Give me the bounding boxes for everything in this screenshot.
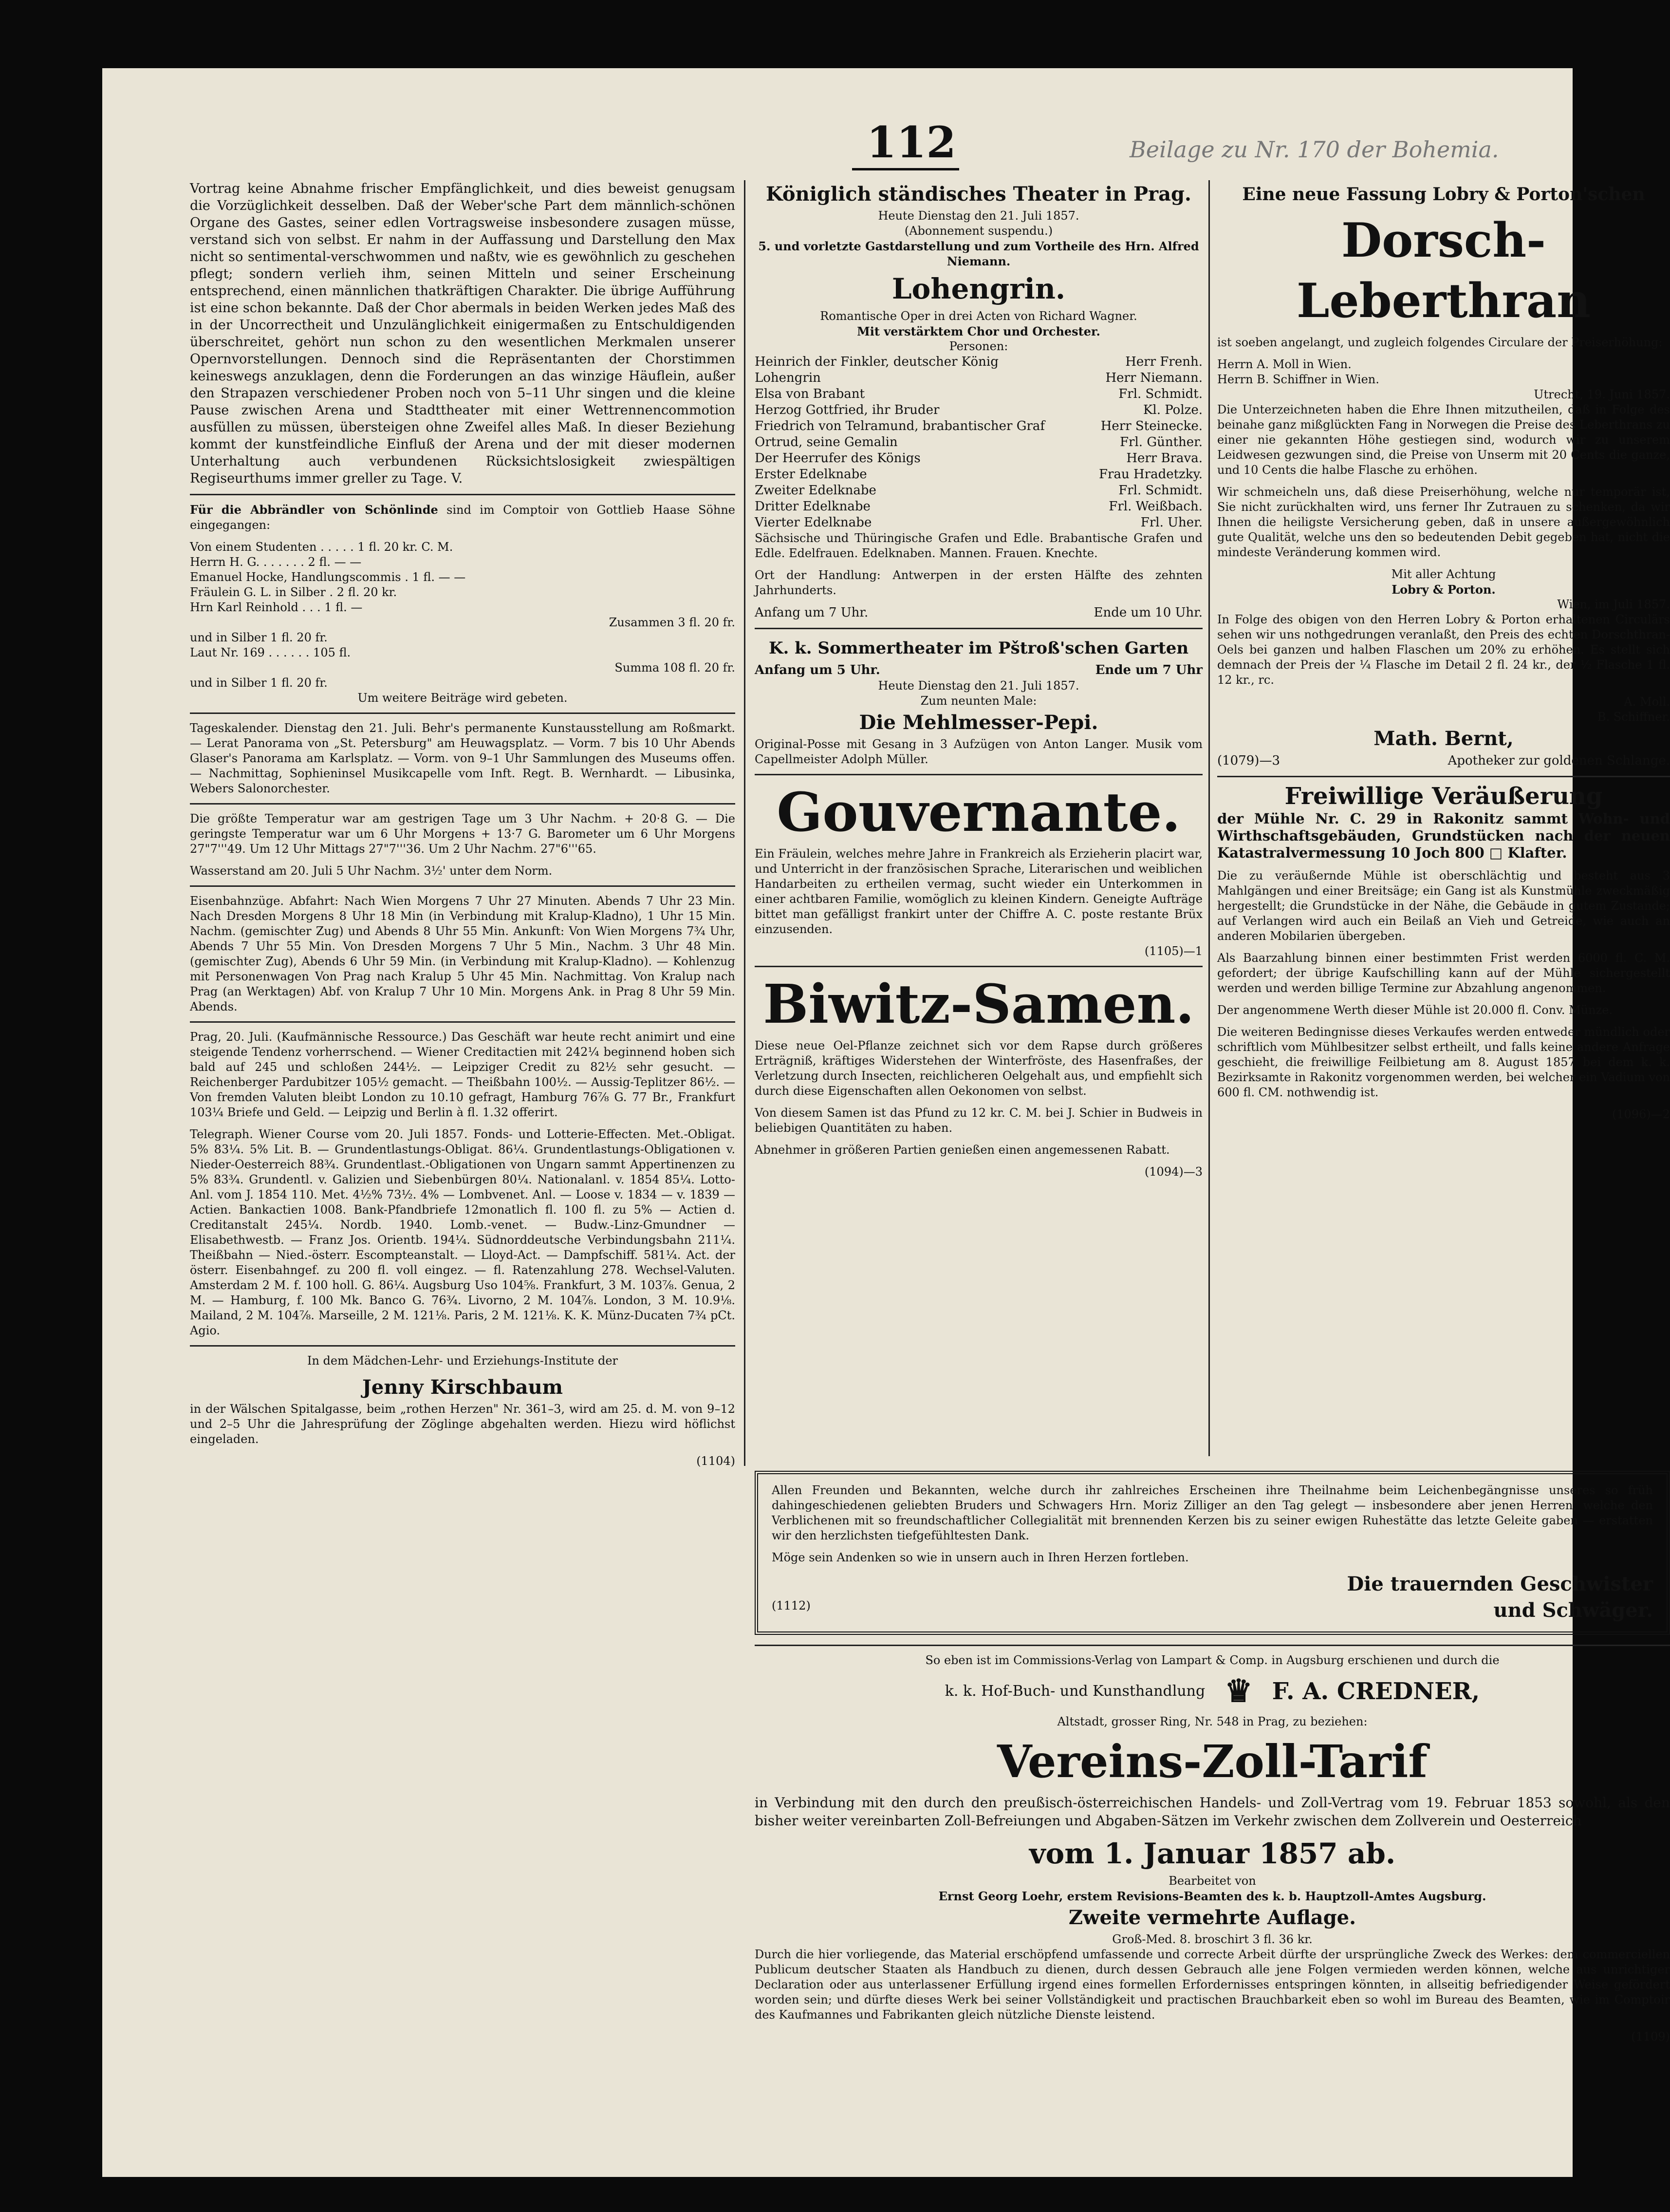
biwitz-text: Von diesem Samen ist das Pfund zu 12 kr. C. M. bei J. Schier in Budweis in beliebigen Quantitäten zu haben. xyxy=(755,1106,1203,1135)
prague-market: Prag, 20. Juli. (Kaufmännische Ressource.) Das Geschäft war heute recht animirt und eine steigende Tendenz vorherrschend. — Wiener Creditactien mit 242¼ beginnend hoben sich bald auf 245 und schloßen 244½. — Leipziger Credit zu 82½ sehr gesucht. — Reichenberger Pardubitzer 105½ gemacht. — Theißbahn 100½. — Aussig-Teplitzer 86½. — Von fremden Valuten bleibt London zu 10.10 gefragt, Hamburg 76⅞ G. 77 Br., Frankfurt 103¼ Briefe und Geld. — Leipzig und Berlin à fl. 1.32 offerirt. xyxy=(190,1030,735,1119)
death-notice xyxy=(755,1471,1670,1635)
theater-title: Königlich ständisches Theater in Prag. xyxy=(766,183,1191,206)
sale-text: Als Baarzahlung binnen einer bestimmten Frist werden 6000 fl. C. M. gefordert; der übrige Kaufschilling kann auf der Mühle sichergestellt werden und werden billige Termine zur Abzahlung angenommen. xyxy=(1217,951,1670,995)
apothecary-name: Math. Bernt, xyxy=(1373,727,1514,750)
credner-left: k. k. Hof-Buch- und Kunsthandlung xyxy=(945,1683,1206,1700)
leberthran-text: Wir schmeicheln uns, daß diese Preiserhöhung, welche nur temporär ist, Sie nicht zurückhalten wird, uns ferner Ihr Zutrauen zu schenken, da wir Ihnen die heiligste Versicherung geben, daß in unsere außergewöhnlich gute Qualität, welche uns den so bedeutenden Debit gegeben hat, nicht die mindeste Veränderung kommen wird. xyxy=(1217,485,1670,559)
tarif-text: in Verbindung mit den durch den preußisch-österreichischen Handels- und Zoll-Vertrag vom 19. Februar 1853 sowohl, als den bisher weiter vereinbarten Zoll-Befreiungen und Abgaben-Sätzen im Verkehr zwischen dem Zollverein und Oesterreich xyxy=(755,1795,1670,1829)
donation-line: Zusammen 3 fl. 20 fr. xyxy=(609,616,735,629)
leberthran-title: Dorsch-Leberthran xyxy=(1296,213,1591,328)
donation-line: Summa 108 fl. 20 fr. xyxy=(614,661,735,675)
leberthran-signature: Lobry & Porton. xyxy=(1392,582,1496,597)
theater-guest: 5. und vorletzte Gastdarstellung und zum Vortheile des Hrn. Alfred Niemann. xyxy=(758,239,1199,268)
death-signature-line: (1112) und Schwäger. xyxy=(772,1599,1653,1622)
cast-row: Dritter Edelknabe Frl. Weißbach. xyxy=(755,499,1203,514)
sale-text: Die weiteren Bedingnisse dieses Verkaufes werden entweder mündlich oder schriftlich vom Mühlbesitzer selbst ertheilt, und falls keine andere Anfrage geschieht, die freiwillige Feilbietung am 8. August 1857 bei dem k. k. Bezirksamte in Rakonitz vorgenommen werden, bei welcher ein Vadium von 600 fl. CM. nothwendig ist. xyxy=(1217,1025,1670,1099)
leberthran-addressee: Herrn A. Moll in Wien. xyxy=(1217,357,1352,371)
supplement-header: Beilage zu Nr. 170 der Bohemia. xyxy=(1130,136,1499,163)
bottom-section xyxy=(755,1466,1670,2044)
donation-line: Laut Nr. 169 . . . . . . 105 fl. xyxy=(190,646,351,659)
theater-times: Anfang um 7 Uhr. Ende um 10 Uhr. xyxy=(755,605,1203,620)
leberthran-addressee: Herrn B. Schiffner in Wien. xyxy=(1217,373,1379,386)
opera-title: Lohengrin. xyxy=(891,272,1066,305)
ad-reference: (1104) xyxy=(696,1454,735,1468)
header-rule xyxy=(852,168,959,170)
donation-line: Herrn H. G. . . . . . . 2 fl. — — xyxy=(190,555,362,569)
column-left xyxy=(190,180,735,1469)
kirschbaum-name: Jenny Kirschbaum xyxy=(362,1376,563,1399)
sale-title: Freiwillige Veräußerung xyxy=(1284,783,1603,810)
verlag-line: So eben ist im Commissions-Verlag von Lampart & Comp. in Augsburg erschienen und durch die xyxy=(925,1653,1500,1667)
tarif-by: Bearbeitet von xyxy=(1169,1874,1256,1888)
divider xyxy=(755,774,1203,775)
divider xyxy=(1217,776,1670,777)
donations-list xyxy=(190,540,735,706)
cast-row: Elsa von Brabant Frl. Schmidt. xyxy=(755,387,1203,401)
donations-title: Für die Abbrändler von Schönlinde xyxy=(190,503,438,517)
leberthran-text: In Folge des obigen von den Herren Lobry & Porton erhaltenen Circulärs sehen wir uns nothgedrungen veranlaßt, den Preis des echten Dorschthran-Oels bei ganzen und halben Flaschen um 20% zu erhöhen. Es stellt sich demnach der Preis der ¼ Flasche im Detail 2 fl. 24 kr., der ½ Flasche 1 fl. 12 kr., rc. xyxy=(1217,613,1670,687)
divider xyxy=(190,1021,735,1023)
theater-place: Ort der Handlung: Antwerpen in der ersten Hälfte des zehnten Jahrhunderts. xyxy=(755,568,1203,597)
water-level: Wasserstand am 20. Juli 5 Uhr Nachm. 3½' unter dem Norm. xyxy=(190,864,553,878)
cast-row: Erster Edelknabe Frau Hradetzky. xyxy=(755,467,1203,482)
leberthran-regards: Mit aller Achtung xyxy=(1391,567,1496,581)
divider xyxy=(190,1345,735,1347)
divider xyxy=(190,885,735,887)
divider xyxy=(190,494,735,495)
theater-extras: Sächsische und Thüringische Grafen und Edle. Brabantische Grafen und Edle. Edelfrauen. Edelknaben. Mannen. Frauen. Knechte. xyxy=(755,531,1203,560)
sale-subtitle: der Mühle Nr. C. 29 in Rakonitz sammt Wohn- und Wirthschaftsgebäuden, Grundstücken nach der neuen Katastralvermessung 10 Joch 800 □ Klafter. xyxy=(1217,810,1670,861)
column-middle xyxy=(755,180,1203,1180)
ad-reference: (1094)—3 xyxy=(1144,1165,1203,1179)
credner-address: Altstadt, grosser Ring, Nr. 548 in Prag, zu beziehen: xyxy=(1057,1715,1368,1728)
credner-line xyxy=(755,1673,1670,1709)
column-rule-1 xyxy=(744,180,745,1466)
cast-row: Herzog Gottfried, ihr Bruder Kl. Polze. xyxy=(755,403,1203,417)
page-number: 112 xyxy=(867,117,956,168)
eagle-icon: ♛ xyxy=(1225,1673,1253,1709)
apothecary-line: (1079)—3 Apotheker zur goldenen Schlange. xyxy=(1217,753,1670,768)
opera-chorus: Mit verstärktem Chor und Orchester. xyxy=(857,324,1100,338)
leberthran-place: Utrecht, 19. Juni 1857. xyxy=(1534,388,1670,401)
donation-line: Emanuel Hocke, Handlungscommis . 1 fl. — — xyxy=(190,570,466,584)
divider xyxy=(190,712,735,714)
credner-name: F. A. CREDNER, xyxy=(1272,1677,1480,1705)
leberthran-head: Eine neue Fassung Lobry & Porton'schen xyxy=(1242,184,1645,205)
tarif-date: vom 1. Januar 1857 ab. xyxy=(1029,1837,1396,1870)
donation-line: Fräulein G. L. in Silber . 2 fl. 20 kr. xyxy=(190,585,397,599)
leberthran-signature: B. Schiffner. xyxy=(1597,710,1670,724)
cast-row: Vierter Edelknabe Frl. Uher. xyxy=(755,515,1203,530)
newspaper-page xyxy=(102,68,1670,2177)
summer-theater-ninth: Zum neunten Male: xyxy=(920,694,1037,708)
leberthran-intro: ist soeben angelangt, und zugleich folgendes Circulare der Preiserhöhung: xyxy=(1217,336,1663,349)
ad-reference: (1109) xyxy=(1631,2030,1670,2043)
sale-text: Der angenommene Werth dieser Mühle ist 20.000 fl. Conv. Münze. xyxy=(1217,1003,1613,1017)
donation-line: Von einem Studenten . . . . . 1 fl. 20 kr. C. M. xyxy=(190,540,453,554)
summer-theater-times: Anfang um 5 Uhr. Ende um 7 Uhr xyxy=(755,663,1203,677)
ad-reference: (1096)—2 xyxy=(1612,1107,1670,1121)
railway-schedule: Eisenbahnzüge. Abfahrt: Nach Wien Morgens 7 Uhr 27 Minuten. Abends 7 Uhr 23 Min. Nach Dresden Morgens 8 Uhr 18 Min (in Verbindung mit Kralup-Kladno), 1 Uhr 15 Min. Nachm. (gemischter Zug) und Abends 8 Uhr 55 Min. Ankunft: Von Wien Morgens 7¾ Uhr, Abends 7 Uhr 55 Min. Von Dresden Morgens 7 Uhr 5 Min., Nachm. 3 Uhr 48 Min. (gemischter Zug), Abends 6 Uhr 59 Min. (in Verbindung mit Kralup-Kladno). — Kohlenzug mit Personenwagen Von Prag nach Kralup 5 Uhr 45 Min. Nachmittag. Von Kralup nach Prag (an Werktagen) Abf. von Kralup 7 Uhr 10 Min. Morgens Ank. in Prag 8 Uhr 59 Min. Abends. xyxy=(190,894,735,1013)
tarif-author: Ernst Georg Loehr, erstem Revisions-Beamten des k. b. Hauptzoll-Amtes Augsburg. xyxy=(938,1889,1486,1903)
donations-intro: sind im Comptoir von Gottlieb Haase Söhne eingegangen: xyxy=(190,503,735,532)
divider xyxy=(190,803,735,805)
biwitz-text: Abnehmer in größeren Partien genießen einen angemessenen Rabatt. xyxy=(755,1143,1170,1157)
vienna-courses: Telegraph. Wiener Course vom 20. Juli 1857. Fonds- und Lotterie-Effecten. Met.-Obligat. 5% 83¼. 5% Lit. B. — Grundentlastungs-Obligat. 86¼. Grundentlastungs-Obligationen v. Nieder-Oesterreich 88¾. Grundentlast.-Obligationen von Ungarn sammt Appertinenzen zu 5% 83¾. Grundentl. v. Galizien und Siebenbürgen 80¼. Nationalanl. v. 1854 85¼. Lotto-Anl. vom J. 1854 110. Met. 4½% 73½. 4% — Lombvenet. Anl. — Loose v. 1834 — v. 1839 — Actien. Bankactien 1008. Bank-Pfandbriefe 12monatlich fl. 100 fl. zu 5% — Actien d. Creditanstalt 245¼. Nordb. 1940. Lomb.-venet. — Budw.-Linz-Gmundner — Elisabethwestb. — Franz Jos. Orientb. 194¼. Südnorddeutsche Verbindungsbahn 211¼. Theißbahn — Nied.-österr. Escompteanstalt. — Lloyd-Act. — Dampfschiff. 581¼. Act. der österr. Eisenbahngef. zu 200 fl. voll eingez. — fl. Ratenzahlung 278. Wechsel-Valuten. Amsterdam 2 M. f. 100 holl. G. 86¼. Augsburg Uso 104⅝. Frankfurt, 3 M. 103⅞. Genua, 2 M. — Hamburg, f. 100 Mk. Banco G. 76¾. Livorno, 2 M. 104⅞. London, 3 M. 10.9⅛. Mailand, 2 M. 104⅞. Marseille, 2 M. 121⅛. Paris, 2 M. 121⅛. K. K. Münz-Ducaten 7¾ pCt. Agio. xyxy=(190,1127,735,1337)
death-text: Allen Freunden und Bekannten, welche durch ihr zahlreiches Erscheinen ihre Theilnahme beim Leichenbegängnisse unseres so früh dahingeschiedenen geliebten Bruders und Schwagers Hrn. Moriz Zilliger an den Tag gelegt — insbesondere aber jenen Herren, welche den Verblichenen mit so freundschaftlicher Collegialität mit brennenden Kerzen bis zu seiner ewigen Ruhestätte das letzte Geleite gaben — erstatten wir den herzlichsten tiefgefühltesten Dank. xyxy=(772,1483,1653,1542)
tageskalender: Tageskalender. Dienstag den 21. Juli. Behr's permanente Kunstausstellung am Roßmarkt. — Lerat Panorama von „St. Petersburg" am Heuwagsplatz. — Vorm. 7 bis 10 Uhr Abends Glaser's Panorama am Karlsplatz. — Vorm. von 9–1 Uhr Sammlungen des Museums offen. — Nachmittag, Sophieninsel Musikcapelle vom Inft. Regt. B. Wernhardt. — Libusinka, Webers Salonorchester. xyxy=(190,721,735,795)
death-signature: Die trauernden Geschwister xyxy=(1347,1573,1653,1595)
cast-row: Ortrud, seine Gemalin Frl. Günther. xyxy=(755,435,1203,450)
tarif-format: Groß-Med. 8. broschirt 3 fl. 36 kr. xyxy=(1112,1932,1313,1946)
play-title: Die Mehlmesser-Pepi. xyxy=(859,711,1098,734)
ad-reference: (1105)—1 xyxy=(1144,944,1203,958)
death-wish: Möge sein Andenken so wie in unsern auch in Ihren Herzen fortleben. xyxy=(772,1551,1189,1564)
donation-line: und in Silber 1 fl. 20 fr. xyxy=(190,631,328,644)
leberthran-text: Die Unterzeichneten haben die Ehre Ihnen mitzutheilen, daß in Folge des beinahe ganz mißglückten Fang in Norwegen die Preise des Leberthrans zu einer nie gekannten Höhe gestiegen sind, wodurch wir zu unserem Leidwesen gezwungen sind, die Preise von Unserm mit 20 Cents die ganze, und 10 Cents die halbe Flasche zu erhöhen. xyxy=(1217,403,1670,477)
kirschbaum-text: in der Wälschen Spitalgasse, beim „rothen Herzen" Nr. 361–3, wird am 25. d. M. von 9–12 und 2–5 Uhr die Jahresprüfung der Zöglinge abgehalten werden. Hiezu wird höflichst eingeladen. xyxy=(190,1402,735,1446)
gouvernante-title: Gouvernante. xyxy=(777,781,1181,844)
tarif-title: Vereins-Zoll-Tarif xyxy=(997,1735,1428,1788)
cast-row: Zweiter Edelknabe Frl. Schmidt. xyxy=(755,483,1203,498)
cast-row: Friedrich von Telramund, brabantischer Graf Herr Steinecke. xyxy=(755,419,1203,433)
column-rule-2 xyxy=(1208,180,1210,1456)
cast-list xyxy=(755,354,1203,531)
sale-text: Die zu veräußernde Mühle ist oberschlächtig und besteht aus 3 Mahlgängen und einer Breitsäge; ein Gang ist als Kunstmühle zweckmäßig hergestellt; die Grundstücke in der Nähe, die Gebäude in gutem Zustande; auf Verlangen wird auch ein Beilaß an Vieh und Getreide, wie auch an anderen Mobilarien übergeben. xyxy=(1217,869,1670,943)
biwitz-text: Diese neue Oel-Pflanze zeichnet sich vor dem Rapse durch größeres Erträgniß, kräftiges Widerstehen der Winterfröste, des Hasenfraßes, der Verletzung durch Insecten, reichlicheren Oelgehalt aus, und empfiehlt sich durch diese Eigenschaften allen Oekonomen von selbst. xyxy=(755,1039,1203,1098)
divider xyxy=(755,1645,1670,1646)
tarif-description: Durch die hier vorliegende, das Material erschöpfend umfassende und correcte Arbeit dürfte der ursprüngliche Zweck des Werkes: dem commerciellen Publicum deutscher Staaten als Handbuch zu dienen, durch dessen Gebrauch alle jene Folgen vermieden werden können, welche aus unrichtiger Declaration oder aus unterlassener Erfüllung irgend eines formellen Erfordernisses entspringen könnten, in allseitig befriedigender Weise gefördert worden sein; und dürfte dieses Werk bei seiner Vollständigkeit und practischen Brauchbarkeit eben so wohl im Bureau des Beamten, wie im Comptoir des Kaufmannes und Fabrikanten gleich nützliche Dienste leistend. xyxy=(755,1948,1670,2022)
donation-line: und in Silber 1 fl. 20 fr. xyxy=(190,676,328,690)
leberthran-signature: A. Moll. xyxy=(1624,695,1670,709)
theater-abonnement: (Abonnement suspendu.) xyxy=(904,224,1053,238)
opera-review: Vortrag keine Abnahme frischer Empfänglichkeit, und dies beweist genugsam die Vorzüglichkeit desselben. Daß der Weber'sche Part dem männlich-schönen Organe des Gastes, seiner edlen Vortragsweise insbesondere zusagen müsse, verstand sich von selbst. Er nahm in der Auffassung und Darstellung den Max nicht so sentimental-verschwommen und naßtv, wie es gewöhnlich zu geschehen pflegt; sondern verlieh ihm, seinen Mitteln und seiner Erscheinung entsprechend, einen männlichen thatkräftigen Charakter. Die übrige Aufführung ist eine schon bekannte. Daß der Chor abermals in beiden Werken jedes Maß des in der Uncorrectheit und Unzulänglichkeit einigermaßen zu Entschuldigenden überschreitet, gehört nun schon zu den wesentlichen Merkmalen unserer Opernvorstellungen. Dennoch sind die Repräsentanten der Chorstimmen keineswegs anzuklagen, denn die Forderungen an das winzige Häuflein, außer den Strapazen verschiedener Proben noch von 5–11 Uhr singen und die kleine Pause zwischen Arena und Stadttheater mit einer Wettrennencommotion ausfüllen zu müssen, übersteigen ohne Zweifel alles Maß. In dieser Beziehung kommt der kunstfeindliche Einfluß der Arena und der mit dieser modernen Unterhaltung auch verbundenen Rücksichtslosigkeit zwiespältigen Regiseurthums immer greller zu Tage. V. xyxy=(190,181,735,486)
donation-line: Um weitere Beiträge wird gebeten. xyxy=(357,691,568,705)
summer-theater-title: K. k. Sommertheater im Pštroß'schen Garten xyxy=(768,638,1189,658)
cast-row: Der Heerrufer des Königs Herr Brava. xyxy=(755,451,1203,466)
play-description: Original-Posse mit Gesang in 3 Aufzügen von Anton Langer. Musik vom Capellmeister Adolph Müller. xyxy=(755,737,1203,766)
column-right xyxy=(1217,180,1670,1122)
summer-theater-date: Heute Dienstag den 21. Juli 1857. xyxy=(878,679,1079,693)
biwitz-title: Biwitz-Samen. xyxy=(763,973,1194,1035)
theater-date: Heute Dienstag den 21. Juli 1857. xyxy=(878,209,1079,223)
gouvernante-text: Ein Fräulein, welches mehre Jahre in Frankreich als Erzieherin placirt war, und Unterricht in der französischen Sprache, Literarischen und weiblichen Handarbeiten zu ertheilen vermag, sucht wieder ein Unterkommen in einer achtbaren Familie, womöglich zu kleinen Kindern. Geneigte Aufträge bittet man gefälligst frankirt unter der Chiffre A. C. poste restante Brüx einzusenden. xyxy=(755,847,1203,936)
tarif-edition: Zweite vermehrte Auflage. xyxy=(1068,1906,1356,1929)
opera-genre: Romantische Oper in drei Acten von Richard Wagner. xyxy=(820,309,1137,323)
temperature-report: Die größte Temperatur war am gestrigen Tage um 3 Uhr Nachm. + 20·8 G. — Die geringste Temperatur war um 6 Uhr Morgens + 13·7 G. Barometer um 6 Uhr Morgens 27"7'''49. Um 12 Uhr Mittags 27"7'''36. Um 2 Uhr Nachm. 27"6'''65. xyxy=(190,812,735,856)
cast-heading: Personen: xyxy=(949,339,1008,353)
leberthran-vienna: Wien, im Juli 1857. xyxy=(1557,598,1670,611)
cast-row: Heinrich der Finkler, deutscher König Herr Frenh. xyxy=(755,355,1203,369)
divider xyxy=(755,966,1203,967)
kirschbaum-intro: In dem Mädchen-Lehr- und Erziehungs-Institute der xyxy=(307,1354,618,1368)
divider xyxy=(755,628,1203,629)
donation-line: Hrn Karl Reinhold . . . 1 fl. — xyxy=(190,600,363,614)
cast-row: Lohengrin Herr Niemann. xyxy=(755,371,1203,385)
